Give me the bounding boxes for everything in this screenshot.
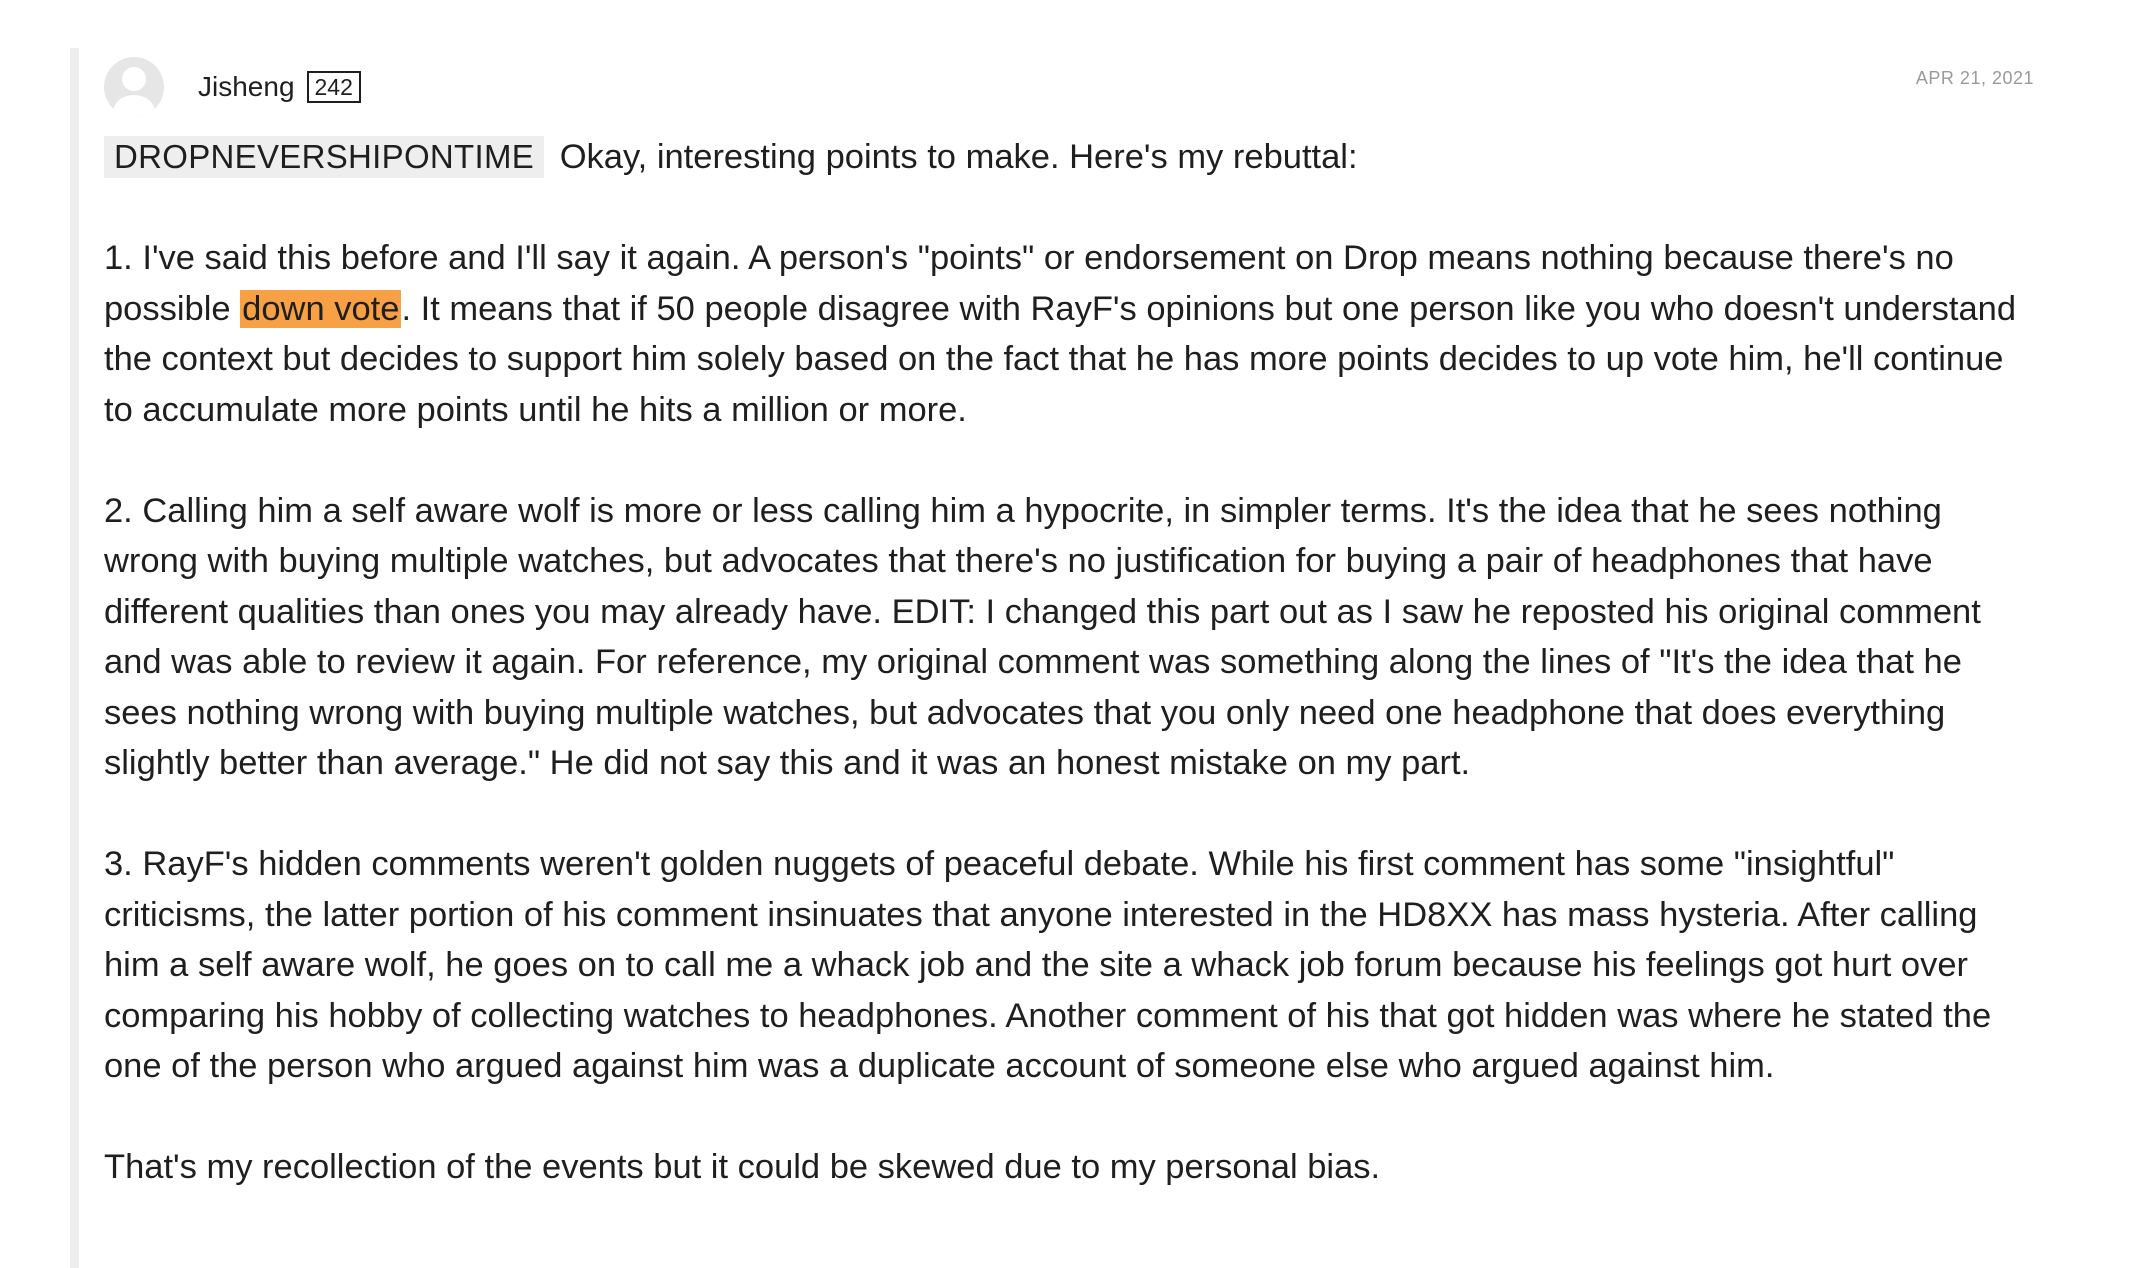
thread-indent-bar	[70, 48, 79, 1268]
comment-intro-paragraph	[104, 132, 2034, 183]
highlighted-search-term: down vote	[242, 289, 400, 328]
paragraph-1-text-after: . It means that if 50 people disagree with RayF's opinions but one person like you who doesn't understand the context but decides to support him solely based on the fact that he has more points decides to up vote him, he'll continue to accumulate more points until he hits a million or more.	[104, 289, 2017, 429]
user-mention-link[interactable]: DROPNEVERSHIPONTIME	[104, 136, 544, 178]
avatar-head	[122, 67, 146, 91]
comment-date: APR 21, 2021	[1915, 68, 2034, 88]
comment-paragraph-2: 2. Calling him a self aware wolf is more or less calling him a hypocrite, in simpler terms. It's the idea that he sees nothing wrong with buying multiple watches, but advocates that there's no justification for buying a pair of headphones that have different qualities than ones you may already have. EDIT: I changed this part out as I saw he reposted his original comment and was able to review it again. For reference, my original comment was something along the lines of "It's the idea that he sees nothing wrong with buying multiple watches, but advocates that you only need one headphone that does everything slightly better than average." He did not say this and it was an honest mistake on my part.	[104, 491, 1981, 782]
comment	[104, 58, 2034, 1243]
avatar-body	[113, 95, 155, 117]
intro-text: Okay, interesting points to make. Here's my rebuttal:	[559, 138, 1358, 176]
comment-paragraph-4: That's my recollection of the events but it could be skewed due to my personal bias.	[104, 1148, 1381, 1186]
comment-body	[104, 132, 2034, 1193]
username-link[interactable]: Jisheng	[198, 71, 295, 102]
user-points-badge: 242	[307, 71, 361, 103]
comment-paragraph-1	[104, 233, 2034, 435]
default-user-icon[interactable]	[104, 57, 164, 117]
comment-header	[104, 58, 2034, 116]
comment-paragraph-3: 3. RayF's hidden comments weren't golden nuggets of peaceful debate. While his first comment has some "insightful" criticisms, the latter portion of his comment insinuates that anyone interested in the HD8XX has mass hysteria. After calling him a self aware wolf, he goes on to call me a whack job and the site a whack job forum because his feelings got hurt over comparing his hobby of collecting watches to headphones. Another comment of his that got hidden was where he stated the one of the person who argued against him was a duplicate account of someone else who argued against him.	[104, 845, 1992, 1085]
paragraph-1-text-before: 1. I've said this before and I'll say it again. A person's "points" or endorsement on Drop means nothing because there's no possible	[104, 239, 1954, 328]
